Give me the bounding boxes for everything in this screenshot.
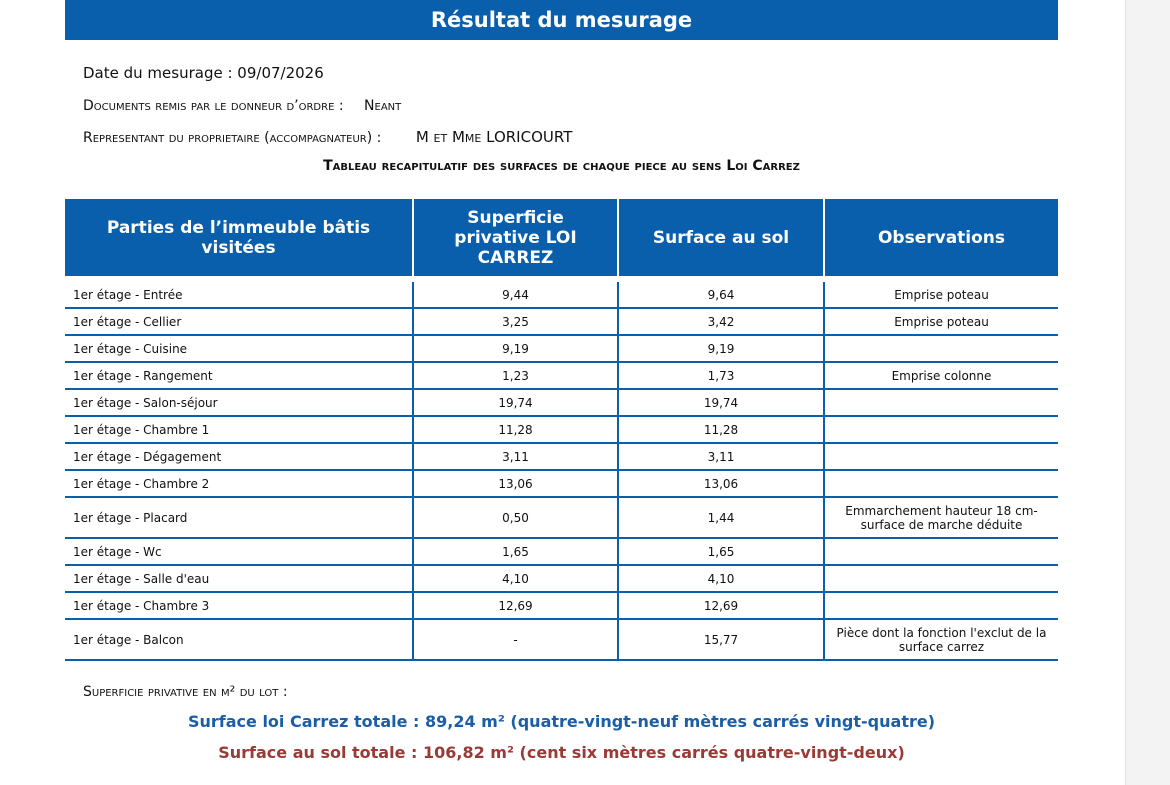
- cell-observation: [824, 538, 1058, 565]
- table-row: [65, 335, 1058, 362]
- cell-sol: 12,69: [618, 592, 824, 619]
- cell-carrez: 0,50: [413, 497, 618, 538]
- cell-observation: Emprise poteau: [824, 308, 1058, 335]
- cell-carrez: 19,74: [413, 389, 618, 416]
- cell-observation: [824, 565, 1058, 592]
- table-row: [65, 565, 1058, 592]
- cell-piece: 1er étage - Rangement: [65, 362, 413, 389]
- cell-piece: 1er étage - Salle d'eau: [65, 565, 413, 592]
- table-row: [65, 497, 1058, 538]
- cell-piece: 1er étage - Entrée: [65, 279, 413, 308]
- documents-value: Neant: [364, 98, 402, 114]
- cell-piece: 1er étage - Chambre 3: [65, 592, 413, 619]
- cell-carrez: 3,11: [413, 443, 618, 470]
- cell-sol: 9,64: [618, 279, 824, 308]
- table-caption: Tableau recapitulatif des surfaces de chaque piece au sens Loi Carrez: [323, 158, 800, 174]
- cell-observation: [824, 592, 1058, 619]
- surfaces-table: [65, 199, 1058, 661]
- representant-value: M et Mme LORICOURT: [415, 128, 573, 146]
- cell-sol: 1,44: [618, 497, 824, 538]
- cell-carrez: 9,19: [413, 335, 618, 362]
- cell-carrez: 13,06: [413, 470, 618, 497]
- cell-piece: 1er étage - Cellier: [65, 308, 413, 335]
- table-row: [65, 538, 1058, 565]
- cell-piece: 1er étage - Chambre 1: [65, 416, 413, 443]
- date-value: 09/07/2026: [237, 64, 324, 82]
- cell-piece: 1er étage - Salon-séjour: [65, 389, 413, 416]
- cell-observation: [824, 389, 1058, 416]
- cell-observation: Emprise poteau: [824, 279, 1058, 308]
- cell-piece: 1er étage - Placard: [65, 497, 413, 538]
- table-row: [65, 416, 1058, 443]
- cell-carrez: 1,23: [413, 362, 618, 389]
- cell-sol: 1,73: [618, 362, 824, 389]
- cell-carrez: 4,10: [413, 565, 618, 592]
- viewer-side-panel: [1125, 0, 1170, 785]
- table-row: [65, 362, 1058, 389]
- report-page: [65, 0, 1058, 762]
- table-row: [65, 592, 1058, 619]
- cell-piece: 1er étage - Balcon: [65, 619, 413, 660]
- header-piece: Parties de l’immeuble bâtis visitées: [65, 199, 413, 279]
- cell-observation: Emmarchement hauteur 18 cm- surface de marche déduite: [824, 497, 1058, 538]
- table-row: [65, 619, 1058, 660]
- documents-label: Documents remis par le donneur d’ordre :: [83, 98, 344, 114]
- cell-sol: 19,74: [618, 389, 824, 416]
- table-header-row: [65, 199, 1058, 279]
- header-sol: Surface au sol: [618, 199, 824, 279]
- cell-carrez: 1,65: [413, 538, 618, 565]
- table-row: [65, 389, 1058, 416]
- date-label: Date du mesurage :: [83, 64, 233, 82]
- cell-carrez: 3,25: [413, 308, 618, 335]
- table-row: [65, 308, 1058, 335]
- sol-total: Surface au sol totale : 106,82 m² (cent six mètres carrés quatre-vingt-deux): [218, 743, 905, 762]
- cell-carrez: -: [413, 619, 618, 660]
- carrez-total: Surface loi Carrez totale : 89,24 m² (quatre-vingt-neuf mètres carrés vingt-quatre): [187, 712, 936, 731]
- header-observations: Observations: [824, 199, 1058, 279]
- cell-sol: 3,11: [618, 443, 824, 470]
- cell-observation: [824, 443, 1058, 470]
- meta-documents: [83, 98, 401, 114]
- cell-piece: 1er étage - Chambre 2: [65, 470, 413, 497]
- meta-representant: [83, 128, 572, 146]
- cell-sol: 15,77: [618, 619, 824, 660]
- cell-observation: Emprise colonne: [824, 362, 1058, 389]
- cell-sol: 1,65: [618, 538, 824, 565]
- table-row: [65, 470, 1058, 497]
- cell-sol: 9,19: [618, 335, 824, 362]
- cell-sol: 13,06: [618, 470, 824, 497]
- table-row: [65, 443, 1058, 470]
- cell-observation: Pièce dont la fonction l'exclut de la surface carrez: [824, 619, 1058, 660]
- cell-observation: [824, 335, 1058, 362]
- header-carrez: Superficie privative LOI CARREZ: [413, 199, 618, 279]
- cell-piece: 1er étage - Dégagement: [65, 443, 413, 470]
- lot-surface-label: Superficie privative en m² du lot :: [83, 684, 288, 700]
- meta-date: [83, 64, 324, 82]
- page-title-bar: [65, 0, 1058, 40]
- cell-carrez: 9,44: [413, 279, 618, 308]
- cell-carrez: 12,69: [413, 592, 618, 619]
- cell-observation: [824, 470, 1058, 497]
- cell-observation: [824, 416, 1058, 443]
- cell-sol: 11,28: [618, 416, 824, 443]
- cell-piece: 1er étage - Wc: [65, 538, 413, 565]
- cell-piece: 1er étage - Cuisine: [65, 335, 413, 362]
- cell-carrez: 11,28: [413, 416, 618, 443]
- representant-label: Representant du proprietaire (accompagnateur) :: [83, 130, 382, 146]
- cell-sol: 4,10: [618, 565, 824, 592]
- table-row: [65, 279, 1058, 308]
- page-title: Résultat du mesurage: [430, 8, 693, 32]
- cell-sol: 3,42: [618, 308, 824, 335]
